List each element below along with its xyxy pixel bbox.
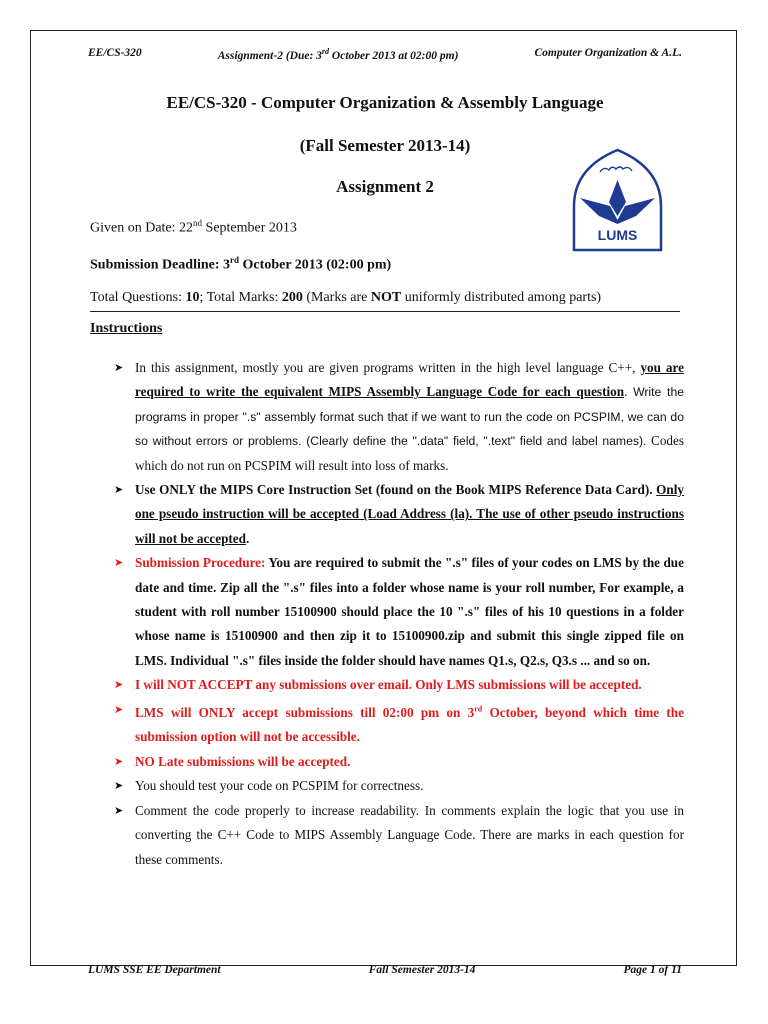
course-title: EE/CS-320 - Computer Organization & Assembly Language — [166, 93, 604, 112]
list-item: ➤ Submission Procedure: You are required to submit the ".s" files of your codes on LMS by the due date and time. Zip all the ".s" files into a folder whose name is your roll number, For example, a student with roll number 15100900 should place the 10 ".s" files of his 10 questions in a folder whose name is 15100900 and then zip it to 15100900.zip and submit this single zipped file on LMS. Individual ".s" files inside the folder should have names Q1.s, Q2.s, Q3.s ... and so on. — [114, 551, 684, 673]
list-item: ➤ LMS will ONLY accept submissions till 02:00 pm on 3rd October, beyond which time the submission option will not be accessible. — [114, 698, 684, 750]
footer-department: LUMS SSE EE Department — [88, 964, 221, 976]
instructions-heading: Instructions — [90, 321, 163, 336]
page-header — [88, 47, 682, 62]
list-item: ➤ In this assignment, mostly you are given programs written in the high level language C++, you are required to write the equivalent MIPS Assembly Language Code for each question. Write the programs in proper ".s" assembly format such that if we want to run the code on PCSPIM, we can do so without errors or problems. (Clearly define the ".data" field, ".text" field and label names). Codes which do not run on PCSPIM will result into loss of marks. — [114, 356, 684, 478]
list-item: ➤ NO Late submissions will be accepted. — [114, 750, 684, 774]
list-item: ➤ Comment the code properly to increase readability. In comments explain the logic that you use in converting the C++ Code to MIPS Assembly Language Code. There are marks in each question for these comments. — [114, 799, 684, 872]
list-item: ➤ I will NOT ACCEPT any submissions over email. Only LMS submissions will be accepted. — [114, 673, 684, 697]
arrow-bullet-icon: ➤ — [114, 755, 124, 768]
semester-title: (Fall Semester 2013-14) — [299, 136, 471, 155]
arrow-bullet-icon: ➤ — [114, 780, 124, 793]
total-questions-marks: Total Questions: 10; Total Marks: 200 (Marks are NOT uniformly distributed among parts) — [90, 290, 602, 305]
header-course-name: Computer Organization & A.L. — [534, 47, 682, 59]
arrow-bullet-icon: ➤ — [114, 557, 124, 570]
lums-logo — [566, 146, 669, 254]
page-footer — [88, 964, 682, 976]
submission-deadline: Submission Deadline: 3rd October 2013 (02:00 pm) — [90, 255, 392, 273]
footer-semester: Fall Semester 2013-14 — [368, 964, 476, 976]
list-item: ➤ Use ONLY the MIPS Core Instruction Set (found on the Book MIPS Reference Data Card). Only one pseudo instruction will be accepted (Load Address (la). The use of other pseudo instructions will not be accepted. — [114, 478, 684, 551]
arrow-bullet-icon: ➤ — [114, 362, 124, 374]
instructions-list — [114, 356, 684, 872]
assignment-title: Assignment 2 — [336, 177, 434, 196]
arrow-bullet-icon: ➤ — [114, 679, 124, 692]
arrow-bullet-icon: ➤ — [114, 703, 124, 716]
header-course-code: EE/CS-320 — [88, 47, 142, 59]
given-date: Given on Date: 22nd September 2013 — [90, 218, 297, 236]
svg-text:LUMS: LUMS — [597, 227, 638, 243]
header-due-date: Assignment-2 (Due: 3rd October 2013 at 02:00 pm) — [217, 47, 459, 62]
arrow-bullet-icon: ➤ — [114, 484, 124, 497]
arrow-bullet-icon: ➤ — [114, 804, 124, 817]
divider — [90, 311, 680, 312]
list-item: ➤ You should test your code on PCSPIM for correctness. — [114, 774, 684, 798]
footer-page-number: Page 1 of 11 — [623, 964, 682, 976]
